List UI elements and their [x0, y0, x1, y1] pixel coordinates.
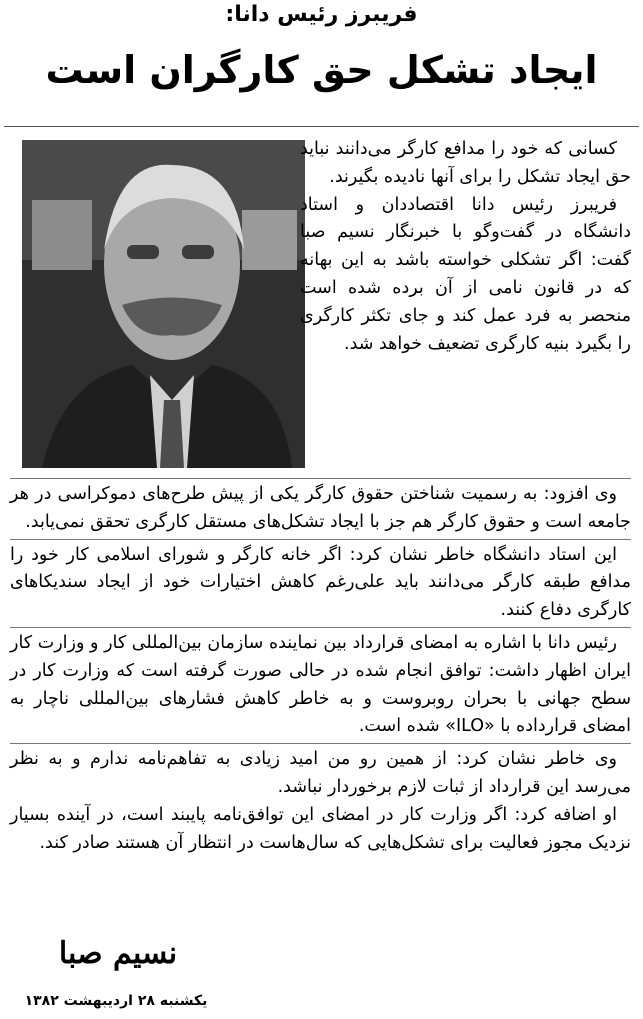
photo-wrap-space: [0, 136, 300, 478]
newspaper-logo: نسیم صبا: [58, 936, 178, 971]
publication-date: یکشنبه ۲۸ اردیبهشت ۱۳۸۲: [24, 993, 208, 1009]
section-divider: [10, 627, 631, 628]
section-divider: [10, 478, 631, 479]
article-headline: ایجاد تشکل حق کارگران است: [45, 48, 598, 92]
article-paragraph: کسانی که خود را مدافع کارگر می‌دانند نباید حق ایجاد تشکل را برای آنها نادیده بگیرند.: [300, 139, 631, 187]
section-divider: [10, 539, 631, 540]
article-paragraph: فریبرز رئیس دانا اقتصاددان و استاد دانشگاه در گفت‌وگو با خبرنگار نسیم صبا گفت: اگر تشکلی خواسته باشد به این بهانه که در قانون نامی از آن برده شده است منحصر به فرد عمل کند و جای تکثر کارگری را بگیرد بنیه کارگری تضعیف خواهد شد.: [300, 194, 631, 354]
article-paragraph: وی افزود: به رسمیت شناختن حقوق کارگر یکی از پیش طرح‌های دموکراسی در هر جامعه است و حقوق کارگر هم جز با ایجاد تشکل‌های مستقل کارگری تحقق نمی‌یابد.: [10, 484, 631, 532]
article-paragraph: رئیس دانا با اشاره به امضای قرارداد بین نماینده سازمان بین‌المللی کار و وزارت کار ایران اظهار داشت: توافق انجام شده در حالی صورت گرفته است که وزارت کار در سطح جهانی با بحران روبروست و به خاطر کاهش فشارهای بین‌المللی ناچار به امضای قرارداده با «ILO» شده است.: [10, 632, 631, 737]
section-divider: [10, 743, 631, 744]
article-body: [10, 136, 631, 857]
article-kicker: فریبرز رئیس دانا:: [225, 2, 418, 27]
headline-divider: [4, 126, 639, 127]
article-paragraph: وی خاطر نشان کرد: از همین رو من امید زیادی به تفاهم‌نامه ندارم و به نظر می‌رسد این قرارداد از ثبات لازم برخوردار نباشد.: [10, 749, 631, 797]
article-paragraph: او اضافه کرد: اگر وزارت کار در امضای این توافق‌نامه پایبند است، در آینده بسیار نزدیک مجوز فعالیت برای تشکل‌هایی که سال‌هاست در انتظار آن هستند صادر کند.: [10, 804, 631, 853]
article-paragraph: این استاد دانشگاه خاطر نشان کرد: اگر خانه کارگر و شورای اسلامی کار خود را مدافع طبقه کارگر می‌دانند باید علی‌رغم کاهش اختیارات خود از ایجاد سندیکاهای کارگری دفاع کنند.: [10, 544, 631, 621]
